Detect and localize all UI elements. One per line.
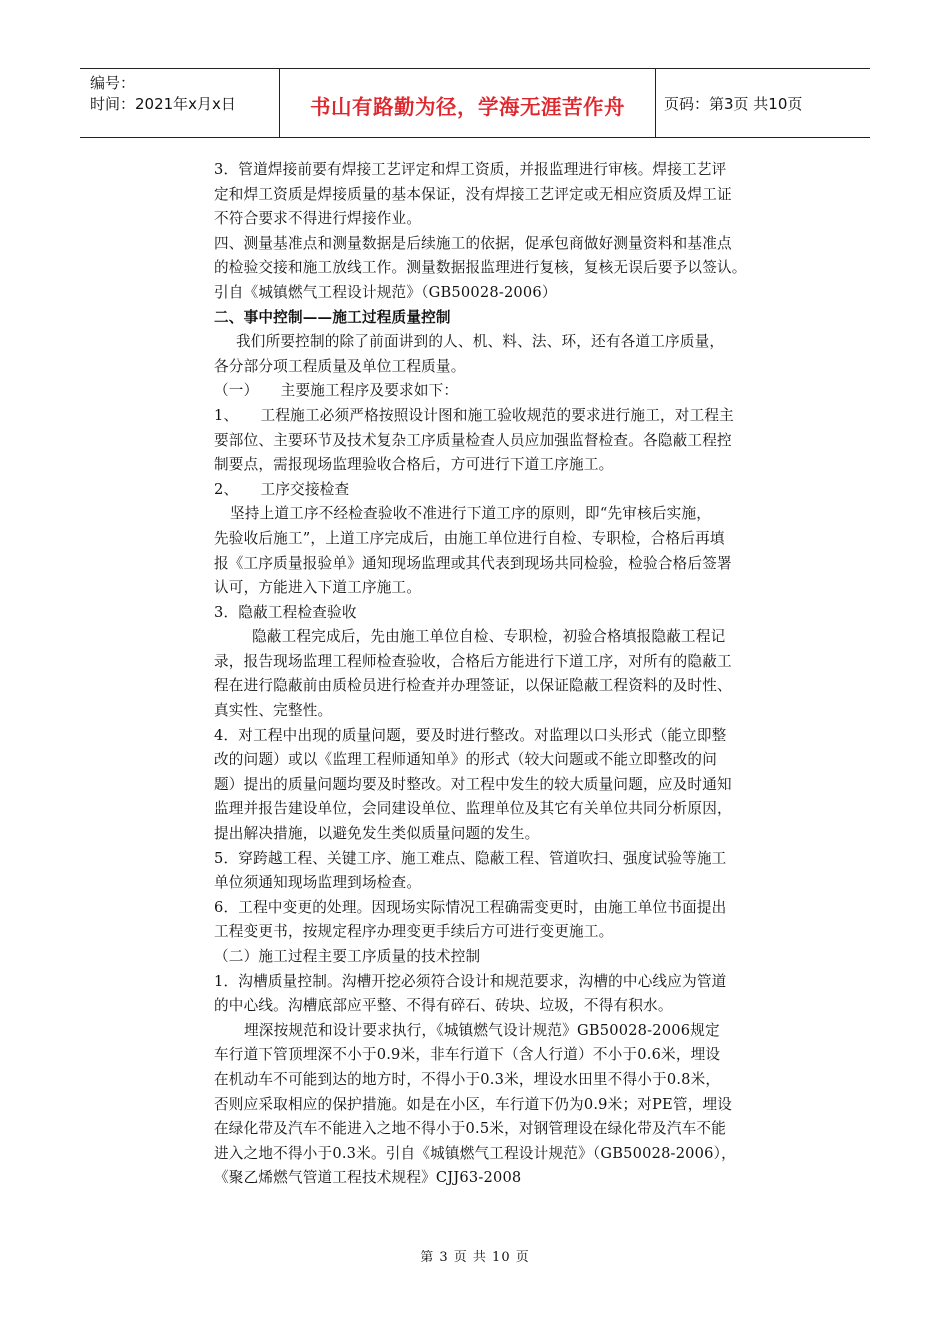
- text-line: 先验收后施工”，上道工序完成后，由施工单位进行自检、专职检，合格后再填: [214, 529, 725, 547]
- header-meta-cell: [80, 69, 280, 137]
- document-body: [214, 158, 814, 1191]
- text-line: 四、测量基准点和测量数据是后续施工的依据，促承包商做好测量资料和基准点: [214, 234, 732, 252]
- text-line: 各分部分项工程质量及单位工程质量。: [214, 357, 466, 375]
- text-line: 埋深按规范和设计要求执行，《城镇燃气设计规范》GB50028-2006规定: [244, 1021, 720, 1039]
- header-motto-cell: [280, 69, 656, 137]
- text-line: 《聚乙烯燃气管道工程技术规程》CJJ63-2008: [214, 1169, 522, 1187]
- text-line: 4．对工程中出现的质量问题，要及时进行整改。对监理以口头形式（能立即整: [214, 726, 727, 744]
- section-heading: 二、事中控制——施工过程质量控制: [214, 308, 451, 326]
- text-line: 3．隐蔽工程检查验收: [214, 603, 357, 621]
- header-page-cell: [656, 69, 870, 137]
- text-line: 真实性、完整性。: [214, 702, 333, 720]
- text-line: 不符合要求不得进行焊接作业。: [214, 210, 422, 228]
- text-line: 1．沟槽质量控制。沟槽开挖必须符合设计和规范要求，沟槽的中心线应为管道: [214, 972, 727, 990]
- subsection-heading: （一） 主要施工程序及要求如下：: [214, 382, 459, 400]
- text-line: 的检验交接和施工放线工作。测量数据报监理进行复核，复核无误后要予以签认。: [214, 259, 747, 277]
- text-line: 监理并报告建设单位，会同建设单位、监理单位及其它有关单位共同分析原因，: [214, 800, 732, 818]
- text-line: 的中心线。沟槽底部应平整、不得有碎石、砖块、垃圾，不得有积水。: [214, 997, 673, 1015]
- text-line: 制要点，需报现场监理验收合格后，方可进行下道工序施工。: [214, 456, 614, 474]
- text-line: 报《工序质量报验单》通知现场监理或其代表到现场共同检验，检验合格后签署: [214, 554, 732, 572]
- document-time-label: 时间：2021年x月x日: [90, 95, 236, 113]
- page-header: [80, 68, 870, 138]
- text-line: 要部位、主要环节及技术复杂工序质量检查人员应加强监督检查。各隐蔽工程控: [214, 431, 732, 449]
- subsection-heading: （二）施工过程主要工序质量的技术控制: [214, 948, 481, 965]
- text-line: 录，报告现场监理工程师检查验收，合格后方能进行下道工序，对所有的隐蔽工: [214, 652, 732, 670]
- text-line: 改的问题）或以《监理工程师通知单》的形式（较大问题或不能立即整改的问: [214, 751, 717, 769]
- page-footer: 第 3 页 共 10 页: [420, 1250, 530, 1265]
- header-motto: 书山有路勤为径，学海无涯苦作舟: [310, 94, 625, 119]
- text-line: 定和焊工资质是焊接质量的基本保证，没有焊接工艺评定或无相应资质及焊工证: [214, 185, 732, 203]
- text-line: 进入之地不得小于0.3米。引自《城镇燃气工程设计规范》（GB50028-2006），: [214, 1144, 736, 1162]
- text-line: 认可，方能进入下道工序施工。: [214, 579, 422, 597]
- text-line: 车行道下管顶埋深不小于0.9米，非车行道下（含人行道）不小于0.6米，埋设: [214, 1046, 721, 1064]
- text-line: 坚持上道工序不经检查验收不准进行下道工序的原则，即“先审核后实施，: [230, 505, 712, 523]
- text-line: 否则应采取相应的保护措施。如是在小区，车行道下仍为0.9米；对PE管，埋设: [214, 1095, 733, 1113]
- document-number-label: 编号：: [90, 74, 136, 92]
- text-line: 程在进行隐蔽前由质检员进行检查并办理签证，以保证隐蔽工程资料的及时性、: [214, 677, 732, 695]
- text-line: 3．管道焊接前要有焊接工艺评定和焊工资质，并报监理进行审核。焊接工艺评: [214, 161, 727, 178]
- text-line: 隐蔽工程完成后，先由施工单位自检、专职检，初验合格填报隐蔽工程记: [252, 628, 726, 646]
- text-line: 单位须通知现场监理到场检查。: [214, 874, 422, 892]
- text-line: 工程变更书，按规定程序办理变更手续后方可进行变更施工。: [214, 923, 614, 941]
- text-line: 5．穿跨越工程、关键工序、施工难点、隐蔽工程、管道吹扫、强度试验等施工: [214, 849, 727, 867]
- text-line: 6．工程中变更的处理。因现场实际情况工程确需变更时，由施工单位书面提出: [214, 898, 727, 916]
- text-line: 1、 工程施工必须严格按照设计图和施工验收规范的要求进行施工，对工程主: [214, 406, 734, 424]
- text-line: 提出解决措施，以避免发生类似质量问题的发生。: [214, 825, 540, 843]
- text-line: 引自《城镇燃气工程设计规范》（GB50028-2006）: [214, 283, 557, 301]
- text-line: 题）提出的质量问题均要及时整改。对工程中发生的较大质量问题，应及时通知: [214, 775, 732, 793]
- text-line: 在机动车不可能到达的地方时，不得小于0.3米，埋设水田里不得小于0.8米，: [214, 1070, 721, 1088]
- header-page-info: 页码：第3页 共10页: [664, 94, 803, 113]
- text-line: 我们所要控制的除了前面讲到的人、机、料、法、环，还有各道工序质量，: [236, 333, 725, 351]
- text-line: 2、 工序交接检查: [214, 480, 350, 498]
- text-line: 在绿化带及汽车不能进入之地不得小于0.5米，对钢管理设在绿化带及汽车不能: [214, 1120, 727, 1138]
